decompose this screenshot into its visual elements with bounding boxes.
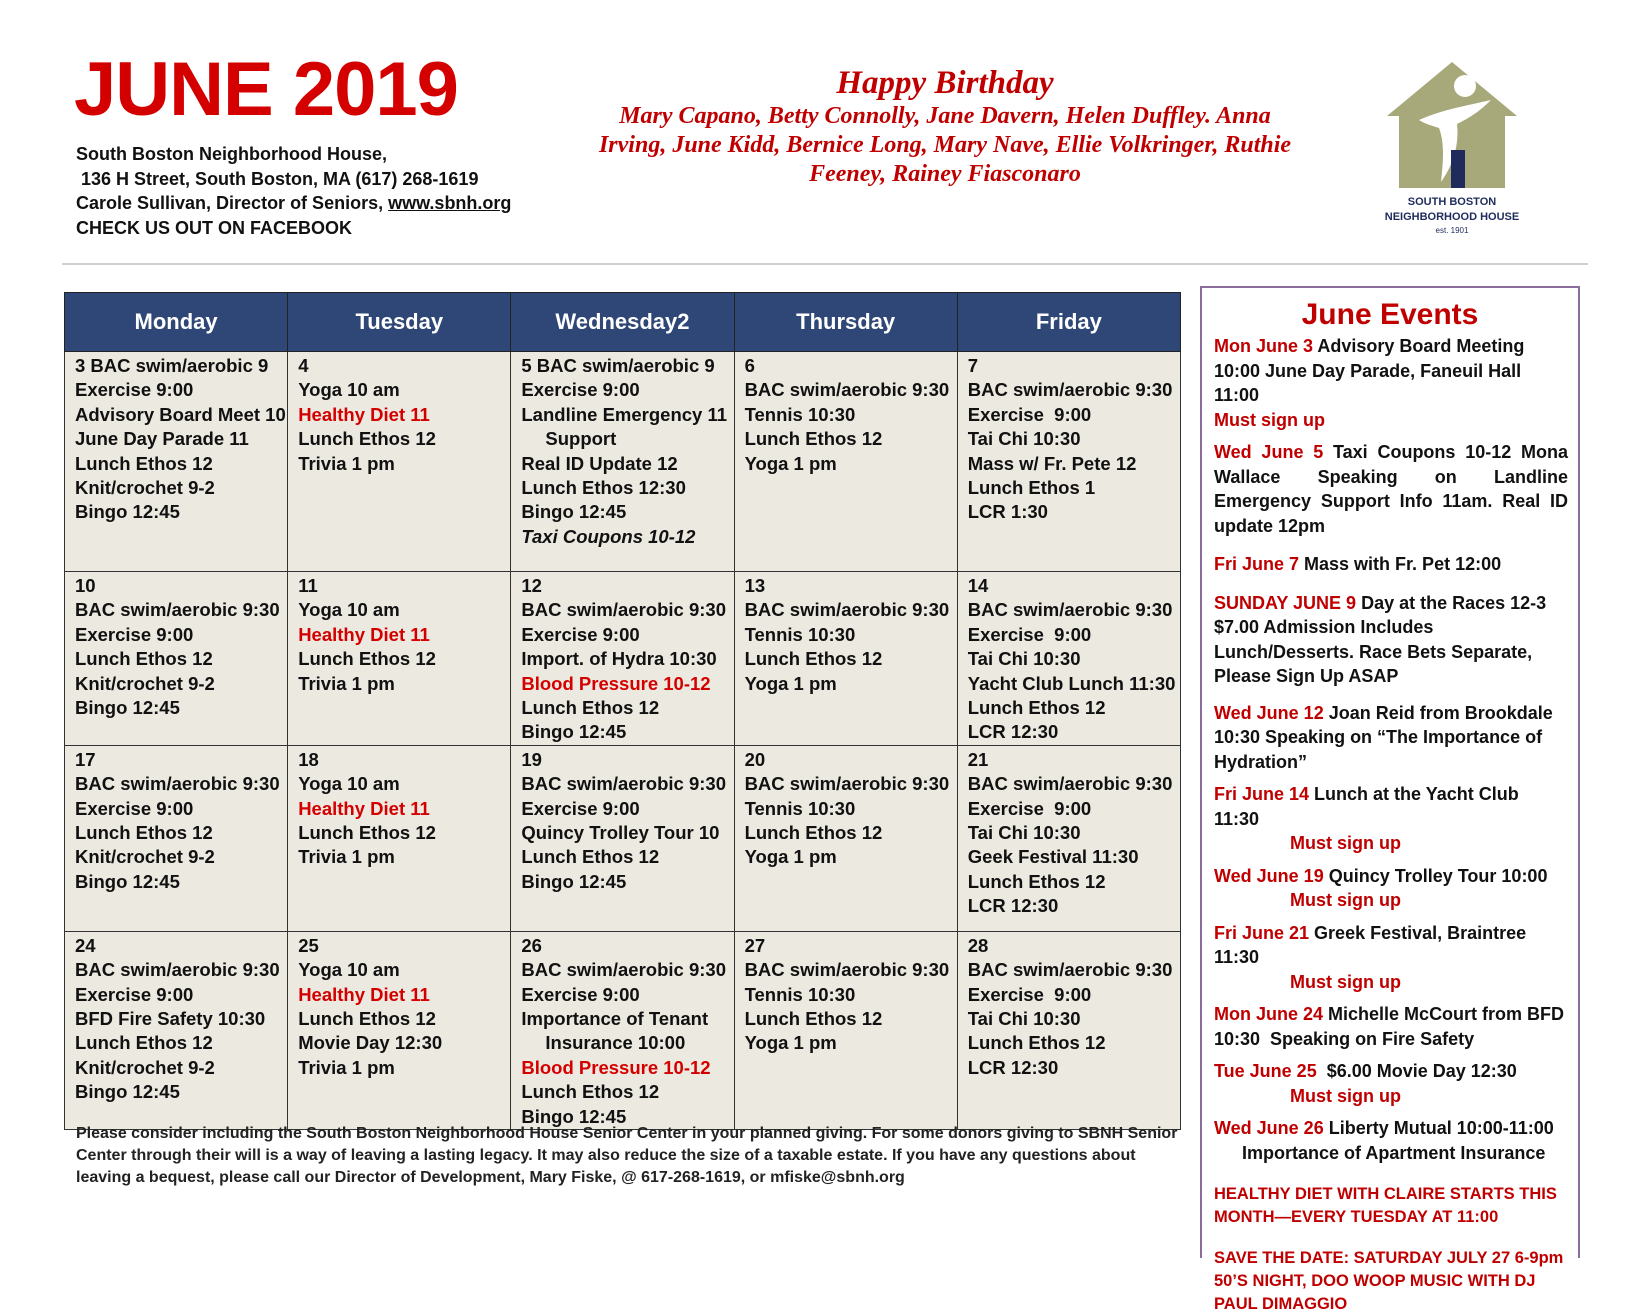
event-date: Wed June 5 [1214,442,1324,462]
day-header-wednesday: Wednesday2 [511,293,734,352]
cell-line: Lunch Ethos 12 [967,1032,1106,1054]
day-cell [288,352,511,572]
event-date: Fri June 7 [1214,554,1300,574]
cell-line: Yoga 10 am [298,959,400,981]
week-row [65,572,1181,746]
event-item [1214,591,1568,689]
cell-line: LCR 12:30 [967,895,1059,917]
cell-line: BAC swim/aerobic 9:30 [744,599,950,621]
cell-line: Tai Chi 10:30 [967,822,1081,844]
cell-line: Exercise 9:00 [967,797,1092,819]
cell-line: Lunch Ethos 12 [298,1008,436,1030]
event-text: Greek Festival, Braintree 11:30 [1214,922,1527,967]
cell-line: BAC swim/aerobic 9:30 [521,959,726,981]
cell-line: Real ID Update 12 [521,452,678,474]
cell-line: 5 BAC swim/aerobic 9 [521,355,715,376]
event-note: Importance of Apartment Insurance [1242,1142,1546,1163]
cell-line: LCR 1:30 [967,501,1048,523]
logo-text-1: SOUTH BOSTON [1407,196,1497,208]
cell-line: Exercise 9:00 [521,623,640,645]
cell-line: BAC swim/aerobic 9:30 [521,599,726,621]
cell-line: BAC swim/aerobic 9:30 [521,773,726,795]
cell-line: Lunch Ethos 12 [744,648,883,670]
event-item [1214,782,1568,856]
day-cell [65,931,288,1129]
cell-line: 20 [744,748,766,770]
event-text: Day at the Races 12-3 $7.00 Admission Includes Lunch/Desserts. Race Bets Separate, Please Sign Up ASAP [1214,592,1547,686]
cell-line: BAC swim/aerobic 9:30 [75,599,280,621]
cell-line: 13 [744,575,766,596]
event-date: SUNDAY JUNE 9 [1214,592,1357,613]
day-header-thursday: Thursday [734,293,957,352]
healthy-diet-notice: HEALTHY DIET WITH CLAIRE STARTS THIS MONTH—EVERY TUESDAY AT 11:00 [1214,1185,1557,1226]
day-cell [65,352,288,572]
cell-line: June Day Parade 11 [75,428,249,450]
cell-line: Landline Emergency 11 [521,403,728,425]
day-cell [957,572,1180,746]
events-panel [1200,286,1580,1313]
cell-line-highlight: Blood Pressure 10-12 [521,672,711,694]
cell-line: Yoga 10 am [298,599,400,621]
day-cell [957,352,1180,572]
week-row [65,931,1181,1129]
cell-line: 17 [75,748,96,770]
cell-line: 25 [298,934,319,956]
week-row [65,745,1181,931]
event-text: Quincy Trolley Tour 10:00 [1323,865,1548,886]
event-note: Must sign up [1290,890,1401,910]
cell-line: Lunch Ethos 12 [75,1032,213,1054]
cell-line-highlight: Healthy Diet 11 [298,623,430,645]
cell-line: Bingo 12:45 [75,697,180,719]
event-text: Advisory Board Meeting 10:00 June Day Parade, Faneuil Hall 11:00 [1214,336,1525,405]
cell-line: Trivia 1 pm [298,452,395,474]
day-cell [734,572,957,746]
cell-line: 14 [967,575,989,596]
event-item [1214,1002,1568,1051]
facebook-note: CHECK US OUT ON FACEBOOK [76,217,353,238]
sbnh-logo [1372,58,1532,236]
day-cell [65,745,288,931]
cell-line-highlight: Healthy Diet 11 [298,983,430,1005]
week-row [65,352,1181,572]
cell-line: Advisory Board Meet 10 [75,403,286,425]
cell-line: Lunch Ethos 12 [744,428,883,450]
cell-line: Lunch Ethos 12 [967,697,1106,719]
day-cell [511,352,734,572]
cell-line: BAC swim/aerobic 9:30 [967,959,1173,981]
event-date: Fri June 14 [1214,784,1310,804]
cell-line: 27 [744,934,766,956]
save-the-date-notice: SAVE THE DATE: SATURDAY JULY 27 6-9pm 50’S NIGHT, DOO WOOP MUSIC WITH DJ PAUL DIMAGGIO [1214,1249,1564,1313]
cell-line: Trivia 1 pm [298,1056,395,1078]
cell-line: Lunch Ethos 12 [744,822,883,844]
header-divider [62,263,1588,265]
event-date: Wed June 19 [1214,865,1324,886]
events-heading: June Events [1301,298,1479,331]
cell-line: 6 [744,355,755,376]
cell-line: Tai Chi 10:30 [967,428,1081,450]
cell-line: Bingo 12:45 [521,1105,627,1127]
cell-line: Lunch Ethos 12 [75,452,213,474]
cell-line: Yoga 1 pm [744,452,837,474]
cell-line: Lunch Ethos 1 [967,477,1096,499]
event-text: Mass with Fr. Pet 12:00 [1299,554,1502,574]
cell-line: BFD Fire Safety 10:30 [75,1008,266,1030]
cell-line: Importance of Tenant [521,1008,709,1030]
event-date: Mon June 3 [1214,336,1314,356]
cell-line: BAC swim/aerobic 9:30 [75,773,280,795]
org-address: 136 H Street, South Boston, MA (617) 268-1619 [76,168,479,189]
cell-line: BAC swim/aerobic 9:30 [744,379,950,401]
cell-line: 12 [521,575,542,596]
event-item [1214,1116,1568,1165]
cell-line: Trivia 1 pm [298,672,395,694]
event-item [1214,552,1568,577]
cell-line: Tennis 10:30 [744,623,856,645]
cell-line: Yacht Club Lunch 11:30 [967,672,1176,694]
cell-line: Trivia 1 pm [298,846,395,868]
cell-line: Support [545,428,617,450]
event-note: Must sign up [1290,971,1401,992]
cell-line: Tennis 10:30 [744,403,856,425]
cell-line: Lunch Ethos 12 [298,648,436,670]
cell-line: Lunch Ethos 12 [521,697,660,719]
event-date: Wed June 26 [1214,1118,1324,1138]
cell-line: Tai Chi 10:30 [967,1008,1081,1030]
day-cell [65,572,288,746]
cell-line: Yoga 1 pm [744,1032,837,1054]
event-date: Fri June 21 [1214,922,1310,943]
cell-line: Import. of Hydra 10:30 [521,648,717,670]
event-text: Liberty Mutual 10:00-11:00 [1323,1118,1554,1138]
cell-line: BAC swim/aerobic 9:30 [744,773,950,795]
event-item [1214,440,1568,538]
cell-line: 7 [967,355,979,376]
cell-line: 11 [298,575,318,596]
day-cell [734,352,957,572]
cell-line: Lunch Ethos 12 [298,822,436,844]
cell-line: BAC swim/aerobic 9:30 [744,959,950,981]
event-date: Tue June 25 [1214,1061,1317,1081]
day-cell [957,931,1180,1129]
cell-line: Lunch Ethos 12 [75,648,213,670]
event-date: Mon June 24 [1214,1004,1324,1024]
cell-line: BAC swim/aerobic 9:30 [967,773,1173,795]
event-note: Must sign up [1214,409,1325,430]
org-director [76,191,511,216]
cell-line: Quincy Trolley Tour 10 [521,822,720,844]
cell-line: 28 [967,934,989,956]
cell-line: BAC swim/aerobic 9:30 [967,379,1173,401]
event-text: Lunch at the Yacht Club 11:30 [1214,784,1519,829]
cell-line: Lunch Ethos 12 [744,1008,883,1030]
day-header-tuesday: Tuesday [288,293,511,352]
cell-line-highlight: Blood Pressure 10-12 [521,1056,711,1078]
cell-line: Exercise 9:00 [75,623,194,645]
event-note: Must sign up [1290,833,1401,853]
day-cell [511,572,734,746]
cell-line: Lunch Ethos 12 [75,822,213,844]
cell-line: 4 [298,355,309,376]
cell-line: 19 [521,748,542,770]
cell-line: Lunch Ethos 12 [521,846,660,868]
cell-line: LCR 12:30 [967,1056,1059,1078]
cell-line: Knit/crochet 9-2 [75,846,215,868]
cell-line: Exercise 9:00 [75,379,194,401]
cell-line: Exercise 9:00 [967,623,1092,645]
cell-line: Yoga 1 pm [744,846,837,868]
cell-line-highlight: Healthy Diet 11 [298,403,430,425]
cell-line: Bingo 12:45 [75,870,180,892]
planned-giving-note: Please consider including the South Boston Neighborhood House Senior Center in your planned giving. For some donors giving to SBNH Senior Center through their will is a way of leaving a lasting legacy. It may also reduce the size of a taxable estate. If you have any questions about leaving a bequest, please call our Director of Development, Mary Fiske, @ 617-268-1619, or mfiske@sbnh.org [76,1125,1178,1186]
birthday-names: Mary Capano, Betty Connolly, Jane Davern, Helen Duffley. Anna Irving, June Kidd, Bernice Long, Mary Nave, Ellie Volkringer, Ruthie Feeney, Rainey Fiasconaro [598,103,1292,187]
event-text: $6.00 Movie Day 12:30 [1316,1061,1517,1081]
cell-line: Exercise 9:00 [521,797,640,819]
cell-line: Bingo 12:45 [75,1081,180,1103]
day-header-monday: Monday [65,293,288,352]
cell-line: Yoga 10 am [298,773,400,795]
cell-line: Insurance 10:00 [545,1032,686,1054]
cell-line: Exercise 9:00 [967,403,1092,425]
event-item [1214,701,1568,775]
cell-line-highlight: Healthy Diet 11 [298,797,430,819]
cell-line: Bingo 12:45 [521,721,627,743]
birthday-block [560,64,1330,189]
cell-line: Tennis 10:30 [744,797,856,819]
event-text: Michelle McCourt from BFD 10:30 Speaking on Fire Safety [1214,1004,1570,1049]
event-note: Must sign up [1290,1085,1401,1106]
event-item [1214,334,1568,432]
cell-line: 3 BAC swim/aerobic 9 [75,355,269,376]
house-logo-icon [1379,58,1525,190]
day-cell [511,745,734,931]
day-cell [288,931,511,1129]
day-cell [511,931,734,1129]
cell-line: Bingo 12:45 [75,501,180,523]
day-cell [288,572,511,746]
cell-line: Mass w/ Fr. Pete 12 [967,452,1137,474]
event-item [1214,1059,1568,1108]
cell-line: Exercise 9:00 [75,983,194,1005]
cell-line: Knit/crochet 9-2 [75,672,215,694]
event-date: Wed June 12 [1214,702,1324,723]
event-text: Taxi Coupons 10-12 Mona Wallace Speaking on Landline Emergency Support Info 11am. Real ID update 12pm [1214,442,1568,536]
cell-line: Geek Festival 11:30 [967,846,1139,868]
event-item [1214,864,1568,913]
event-item [1214,921,1568,995]
cell-line: Yoga 10 am [298,379,400,401]
cell-line: Movie Day 12:30 [298,1032,443,1054]
day-cell [288,745,511,931]
calendar-table [64,292,1181,1130]
cell-line: 24 [75,934,96,956]
cell-line: Exercise 9:00 [967,983,1092,1005]
cell-line: BAC swim/aerobic 9:30 [75,959,280,981]
day-cell [734,931,957,1129]
cell-line: Tennis 10:30 [744,983,856,1005]
website-link[interactable]: www.sbnh.org [388,193,512,213]
cell-line: Lunch Ethos 12 [298,428,436,450]
cell-line: Lunch Ethos 12:30 [521,477,686,499]
cell-line: Exercise 9:00 [521,983,640,1005]
logo-text-3: est. 1901 [1435,226,1469,235]
day-header-friday: Friday [957,293,1180,352]
director-text: Carole Sullivan, Director of Seniors, [76,193,389,213]
event-text: Joan Reid from Brookdale 10:30 Speaking on “The Importance of Hydration” [1214,702,1553,772]
cell-line: Knit/crochet 9-2 [75,477,215,499]
page-title: JUNE 2019 [74,47,458,132]
cell-line: Yoga 1 pm [744,672,837,694]
cell-line: LCR 12:30 [967,721,1059,743]
cell-line: Tai Chi 10:30 [967,648,1081,670]
cell-line: Knit/crochet 9-2 [75,1056,215,1078]
cell-line: 21 [967,748,989,770]
cell-line: BAC swim/aerobic 9:30 [967,599,1173,621]
cell-line: 26 [521,934,542,956]
cell-line: 18 [298,748,319,770]
day-cell [957,745,1180,931]
cell-line: Lunch Ethos 12 [967,870,1106,892]
cell-line: Taxi Coupons 10-12 [521,525,696,547]
cell-line: 10 [75,575,96,596]
cell-line: Lunch Ethos 12 [521,1081,660,1103]
org-name: South Boston Neighborhood House, [76,144,387,164]
org-info [76,142,511,240]
birthday-heading: Happy Birthday [836,65,1054,101]
day-header-row [65,293,1181,352]
cell-line: Bingo 12:45 [521,870,627,892]
cell-line: Bingo 12:45 [521,501,627,523]
day-cell [734,745,957,931]
cell-line: Exercise 9:00 [521,379,640,401]
cell-line: Exercise 9:00 [75,797,194,819]
logo-text-2: NEIGHBORHOOD HOUSE [1384,211,1520,223]
